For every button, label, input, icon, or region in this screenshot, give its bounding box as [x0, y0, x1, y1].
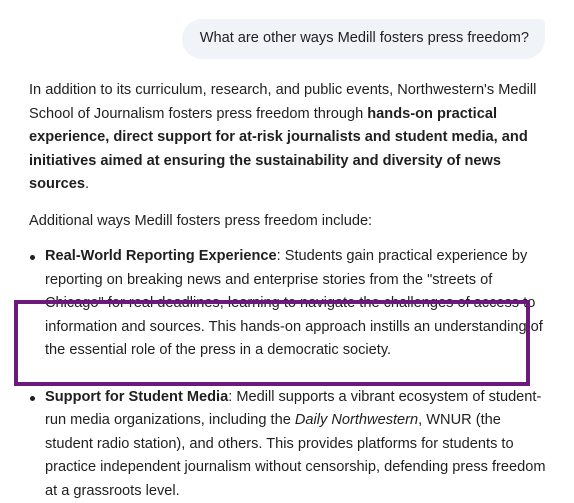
user-message-bubble — [182, 19, 545, 59]
list-item — [29, 386, 549, 503]
list-item-text: : Students gain practical experience by reporting on breaking news and enterprise stories from the "streets of Chicago" for real deadlines, learning to navigate the challenges of access to information and sources. This hands-on approach instills an understanding of the essential role of the press in a democratic society. — [45, 248, 543, 358]
assistant-response — [29, 79, 549, 503]
list-item — [29, 245, 549, 363]
response-intro — [29, 79, 549, 197]
intro-text: In addition to its curriculum, research, and public events, Northwestern's Medill School of Journalism fosters press freedom through — [29, 82, 536, 122]
user-message-text: What are other ways Medill fosters press freedom? — [200, 27, 529, 51]
publication-name: Daily Northwestern — [295, 412, 418, 428]
intro-bold-text: hands-on practical experience, direct support for at-risk journalists and student media, and initiatives aimed at ensuring the sustainability and diversity of news sources — [29, 106, 528, 193]
response-lead: Additional ways Medill fosters press freedom include: — [29, 210, 549, 234]
bullet-icon — [30, 255, 35, 260]
list-item-title: Support for Student Media — [45, 389, 228, 405]
list-item-text-cont: , WNUR (the student radio station), and others. This provides platforms for students to practice independent journalism without censorship, defending press freedom at a grassroots level. — [45, 412, 546, 499]
intro-end: . — [85, 176, 89, 192]
list-item-title: Real-World Reporting Experience — [45, 248, 277, 264]
list-item-text: : Medill supports a vibrant ecosystem of student-run media organizations, including the — [45, 389, 541, 429]
bullet-icon — [30, 396, 35, 401]
response-list — [29, 245, 549, 503]
